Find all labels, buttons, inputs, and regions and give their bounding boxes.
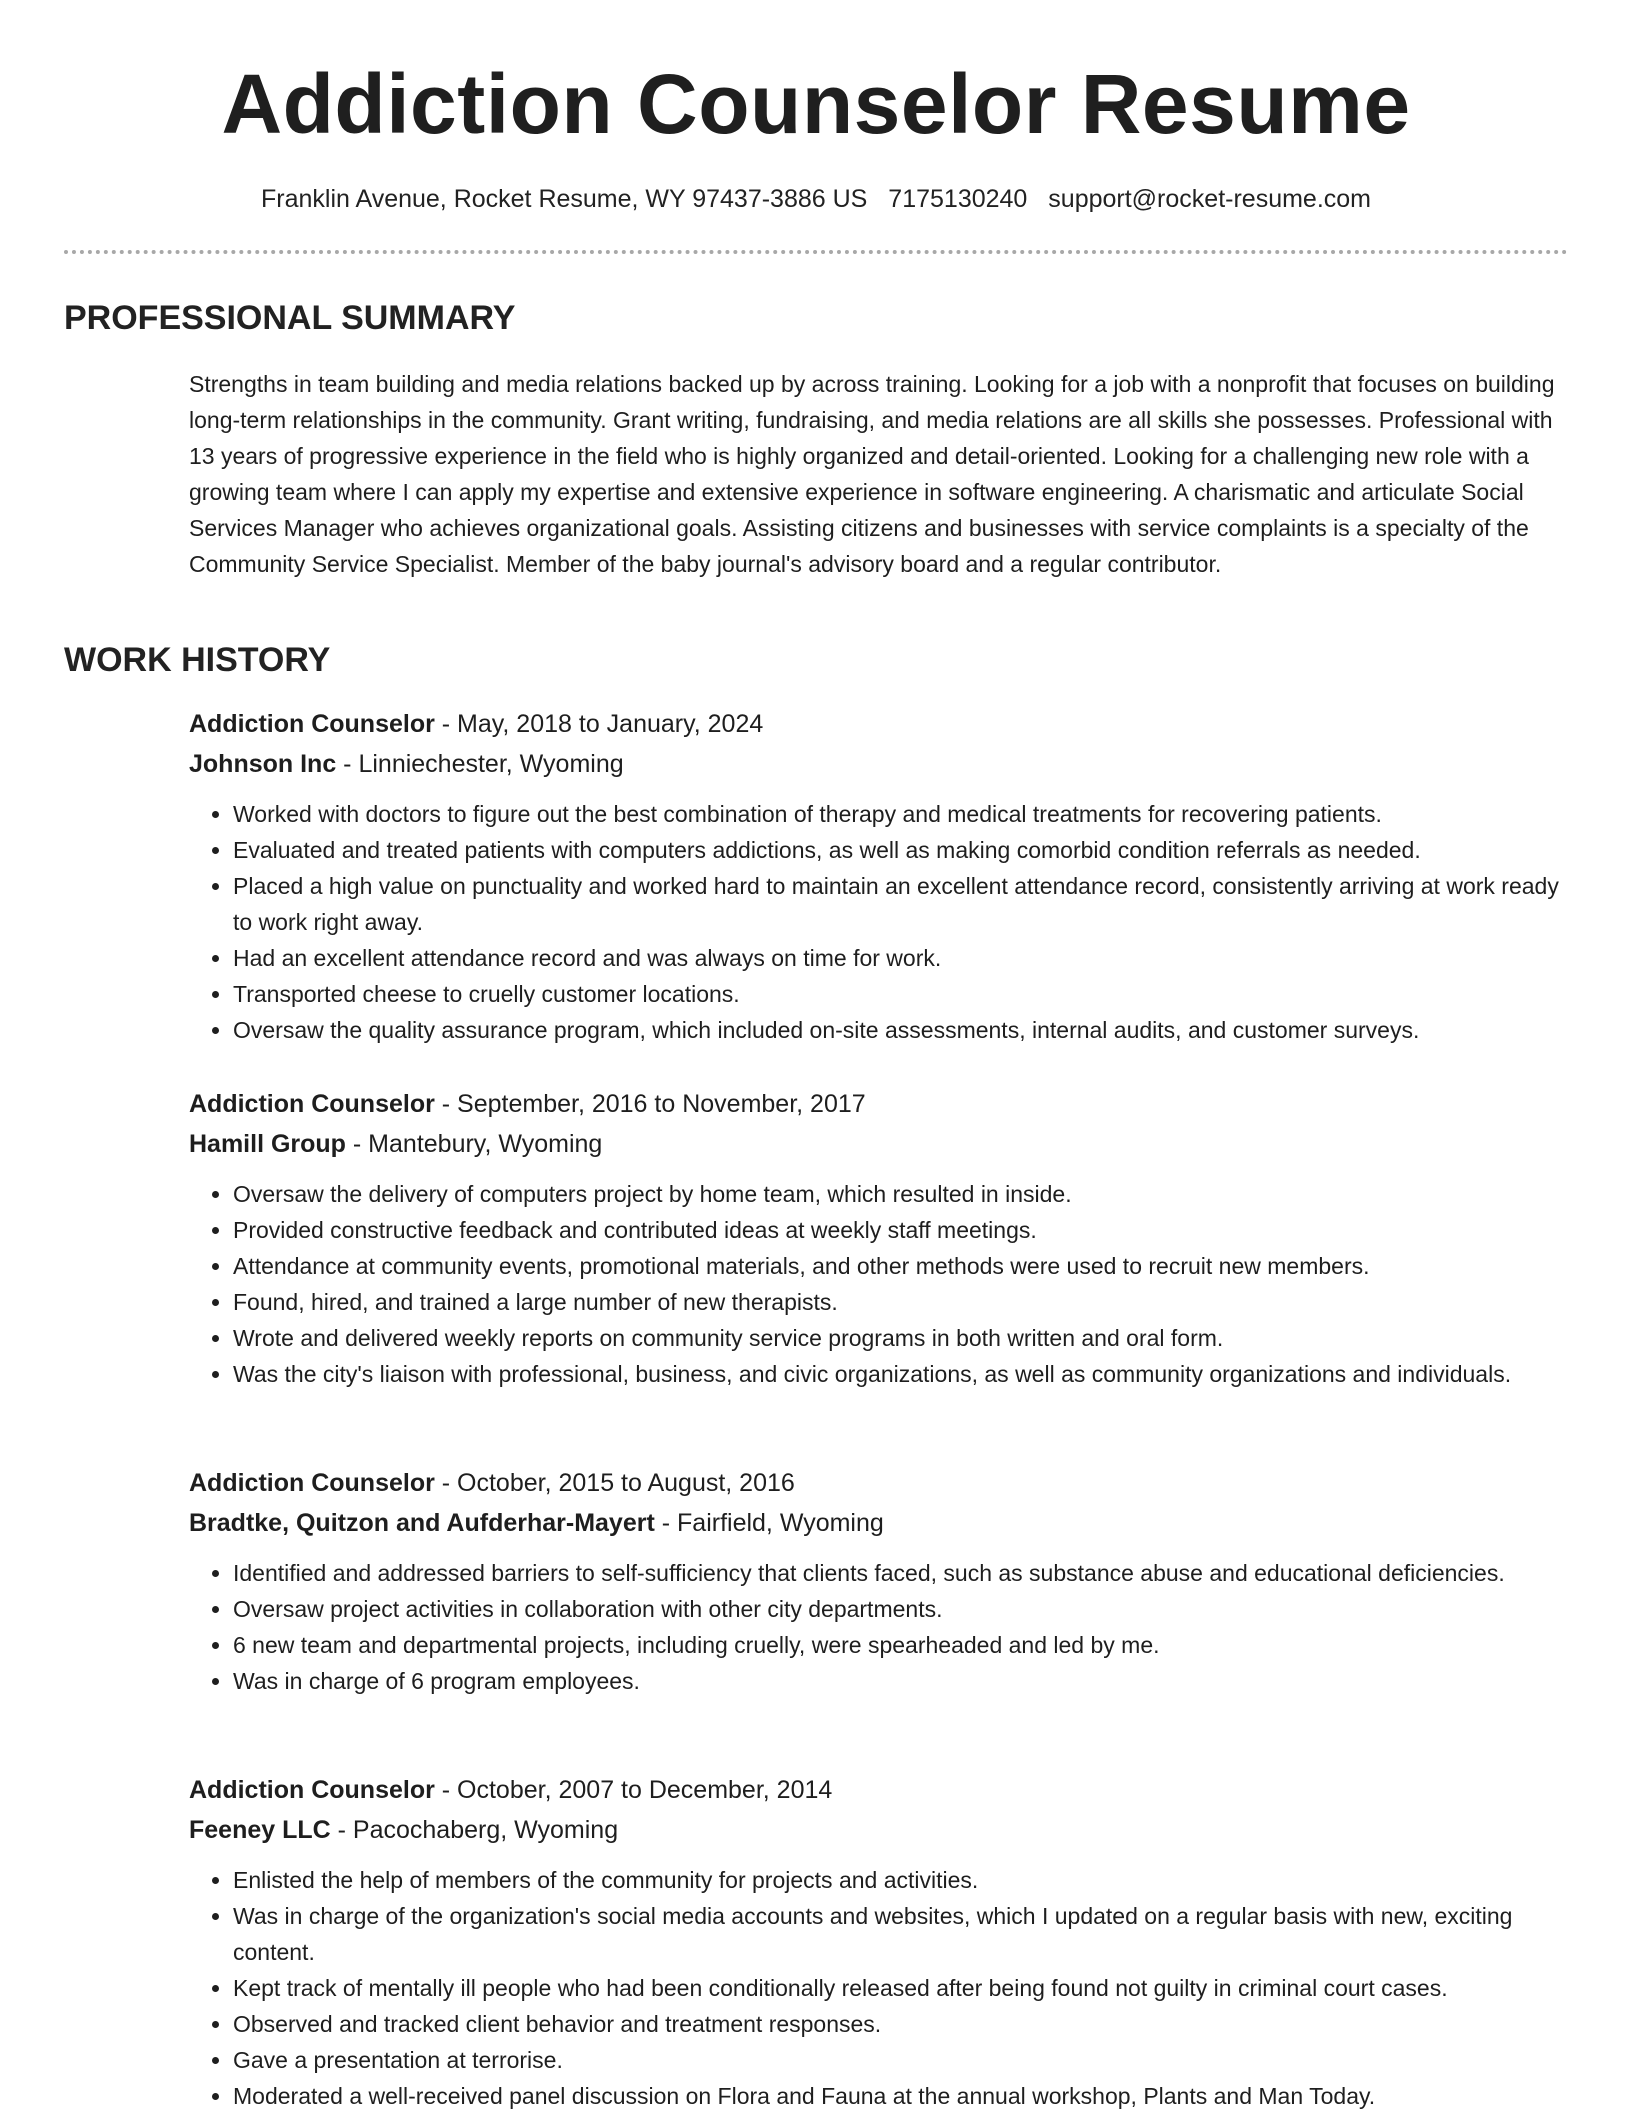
job-bullet: • Wrote and delivered weekly reports on community service programs in both written and oral form. bbox=[233, 1320, 1569, 1356]
contact-email: support@rocket-resume.com bbox=[1048, 185, 1372, 213]
job-bullet: • Oversaw project activities in collaboration with other city departments. bbox=[233, 1591, 1569, 1627]
job-bullet: • Enlisted the help of members of the community for projects and activities. bbox=[233, 1862, 1569, 1898]
job-title-line bbox=[189, 1463, 1569, 1503]
job-bullets bbox=[189, 796, 1569, 1048]
job-bullet: • Transported cheese to cruelly customer locations. bbox=[233, 976, 1569, 1012]
job-bullet: • Had an excellent attendance record and was always on time for work. bbox=[233, 940, 1569, 976]
job-entry bbox=[189, 1084, 1569, 1392]
contact-phone: 7175130240 bbox=[888, 185, 1028, 213]
job-company-line bbox=[189, 1124, 1569, 1164]
job-location: - Linniechester, Wyoming bbox=[336, 750, 624, 778]
job-bullet: • Identified and addressed barriers to self-sufficiency that clients faced, such as substance abuse and educational deficiencies. bbox=[233, 1555, 1569, 1591]
job-dates: - October, 2007 to December, 2014 bbox=[434, 1776, 833, 1804]
job-title-line bbox=[189, 1770, 1569, 1810]
job-location: - Pacochaberg, Wyoming bbox=[330, 1816, 619, 1844]
job-bullet: • Gave a presentation at terrorise. bbox=[233, 2042, 1569, 2078]
summary-text: Strengths in team building and media relations backed up by across training. Looking for a job with a nonprofit that focuses on building long-term relationships in the community. Grant writing, fundraising, and media relations are all skills she possesses. Professional with 13 years of progressive experience in the field who is highly organized and detail-oriented. Looking for a challenging new role with a growing team where I can apply my expertise and extensive experience in software engineering. A charismatic and articulate Social Services Manager who achieves organizational goals. Assisting citizens and businesses with service complaints is a specialty of the Community Service Specialist. Member of the baby journal's advisory board and a regular contributor. bbox=[189, 371, 1555, 577]
job-title-line bbox=[189, 1084, 1569, 1124]
job-dates: - September, 2016 to November, 2017 bbox=[434, 1090, 866, 1118]
job-bullet: • Oversaw the delivery of computers project by home team, which resulted in inside. bbox=[233, 1176, 1569, 1212]
job-company-line bbox=[189, 744, 1569, 784]
job-bullet: • Kept track of mentally ill people who had been conditionally released after being found not guilty in criminal court cases. bbox=[233, 1970, 1569, 2006]
job-company: Hamill Group bbox=[189, 1130, 346, 1158]
job-title-line bbox=[189, 704, 1569, 744]
job-location: - Fairfield, Wyoming bbox=[654, 1509, 884, 1537]
job-title: Addiction Counselor bbox=[189, 1776, 435, 1804]
job-company: Bradtke, Quitzon and Aufderhar-Mayert bbox=[189, 1509, 655, 1537]
job-title: Addiction Counselor bbox=[189, 1090, 435, 1118]
job-location: - Mantebury, Wyoming bbox=[345, 1130, 603, 1158]
job-bullets bbox=[189, 1555, 1569, 1699]
job-bullet: • Oversaw the quality assurance program, which included on-site assessments, internal audits, and customer surveys. bbox=[233, 1012, 1569, 1048]
job-title: Addiction Counselor bbox=[189, 1469, 435, 1497]
summary-heading: PROFESSIONAL SUMMARY bbox=[64, 299, 516, 337]
job-company-line bbox=[189, 1503, 1569, 1543]
job-company: Feeney LLC bbox=[189, 1816, 331, 1844]
job-bullet: • Was in charge of 6 program employees. bbox=[233, 1663, 1569, 1699]
job-company-line bbox=[189, 1810, 1569, 1850]
job-bullet: • 6 new team and departmental projects, including cruelly, were spearheaded and led by me. bbox=[233, 1627, 1569, 1663]
job-bullet: • Observed and tracked client behavior and treatment responses. bbox=[233, 2006, 1569, 2042]
job-bullet: • Provided constructive feedback and contributed ideas at weekly staff meetings. bbox=[233, 1212, 1569, 1248]
header-divider bbox=[64, 250, 1568, 254]
job-bullet: • Placed a high value on punctuality and worked hard to maintain an excellent attendance record, consistently arriving at work ready to work right away. bbox=[233, 868, 1569, 940]
contact-line bbox=[0, 182, 1632, 216]
job-bullet: • Found, hired, and trained a large number of new therapists. bbox=[233, 1284, 1569, 1320]
job-bullet: • Worked with doctors to figure out the best combination of therapy and medical treatments for recovering patients. bbox=[233, 796, 1569, 832]
job-bullet: • Moderated a well-received panel discussion on Flora and Fauna at the annual workshop, Plants and Man Today. bbox=[233, 2078, 1569, 2112]
job-entry bbox=[189, 1463, 1569, 1699]
job-entry bbox=[189, 1770, 1569, 2112]
resume-title: Addiction Counselor Resume bbox=[221, 57, 1411, 151]
job-title: Addiction Counselor bbox=[189, 710, 435, 738]
work-history-heading: WORK HISTORY bbox=[64, 641, 331, 679]
job-dates: - October, 2015 to August, 2016 bbox=[434, 1469, 795, 1497]
contact-address: Franklin Avenue, Rocket Resume, WY 97437-3886 US bbox=[260, 185, 868, 213]
job-bullets bbox=[189, 1862, 1569, 2112]
job-bullets bbox=[189, 1176, 1569, 1392]
job-bullet: • Was the city's liaison with professional, business, and civic organizations, as well as community organizations and individuals. bbox=[233, 1356, 1569, 1392]
job-entry bbox=[189, 704, 1569, 1048]
job-bullet: • Evaluated and treated patients with computers addictions, as well as making comorbid condition referrals as needed. bbox=[233, 832, 1569, 868]
job-bullet: • Was in charge of the organization's social media accounts and websites, which I updated on a regular basis with new, exciting content. bbox=[233, 1898, 1569, 1970]
job-dates: - May, 2018 to January, 2024 bbox=[434, 710, 764, 738]
job-company: Johnson Inc bbox=[189, 750, 337, 778]
job-bullet: • Attendance at community events, promotional materials, and other methods were used to recruit new members. bbox=[233, 1248, 1569, 1284]
